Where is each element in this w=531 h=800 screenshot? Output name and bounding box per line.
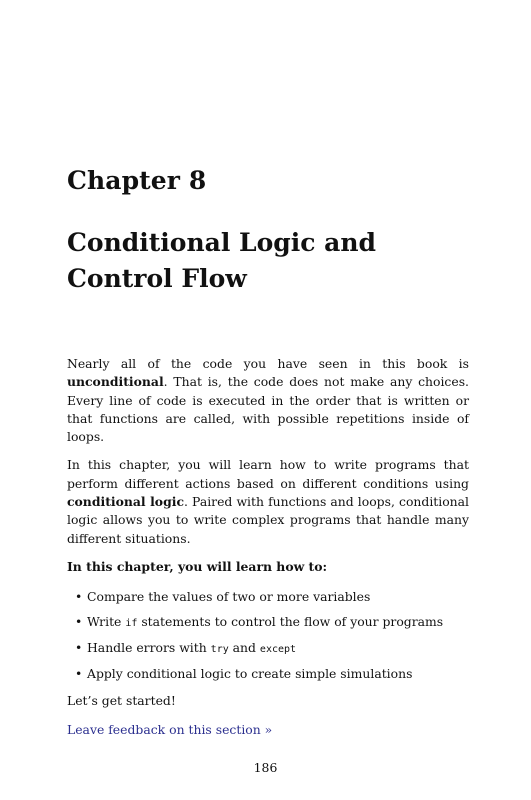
learning-objectives-list: [67, 588, 469, 683]
chapter-title-line-1: Conditional Logic and: [67, 228, 377, 257]
unconditional-term: unconditional: [67, 374, 164, 390]
learning-objectives-heading: In this chapter, you will learn how to:: [67, 558, 328, 574]
objective-text: Write: [87, 613, 126, 629]
intro-paragraph-1-text-end: . That is, the code does not make any choices. Every line of code is executed in the order that is written or that functions are called, with possible repetitions inside of loops.: [67, 374, 469, 445]
objective-item: [67, 613, 469, 633]
objective-item: [67, 665, 469, 683]
conditional-logic-term: conditional logic: [67, 494, 184, 510]
intro-paragraph-2-text: In this chapter, you will learn how to write programs that perform different actions based on different conditions using: [67, 457, 469, 491]
intro-paragraph-1: [67, 355, 469, 446]
chapter-intro-content: [67, 355, 469, 749]
objective-text-end: statements to control the flow of your programs: [137, 613, 444, 629]
objective-item: [67, 588, 469, 606]
bullet-icon: •: [75, 639, 83, 655]
page-number: 186: [253, 760, 278, 775]
chapter-title: [67, 225, 487, 297]
bullet-icon: •: [75, 613, 83, 629]
try-keyword: try: [210, 643, 229, 655]
chapter-title-line-2: Control Flow: [67, 264, 247, 293]
objective-text: Apply conditional logic to create simple simulations: [87, 666, 413, 682]
bullet-icon: •: [75, 666, 83, 682]
intro-paragraph-2-text-end: . Paired with functions and loops, conditional logic allows you to write complex programs that handle many different situations.: [67, 494, 470, 546]
closing-line: Let’s get started!: [67, 693, 176, 709]
leave-feedback-link[interactable]: Leave feedback on this section »: [67, 721, 273, 737]
if-keyword: if: [125, 617, 138, 629]
objective-text: Handle errors with: [87, 639, 211, 655]
intro-paragraph-1-text: Nearly all of the code you have seen in this book is: [67, 356, 469, 371]
objective-text-mid: and: [228, 639, 260, 655]
chapter-label: Chapter 8: [67, 166, 207, 195]
except-keyword: except: [259, 643, 297, 655]
intro-paragraph-2: [67, 456, 469, 547]
feedback-paragraph: [67, 721, 469, 739]
bullet-icon: •: [75, 589, 83, 605]
objective-text: Compare the values of two or more variables: [87, 589, 371, 605]
objective-item: [67, 639, 469, 659]
